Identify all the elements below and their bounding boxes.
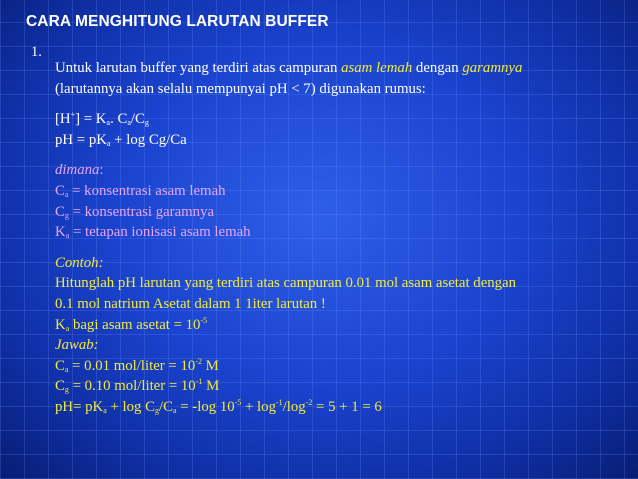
highlight-asam-lemah: asam lemah [341, 60, 413, 76]
slide-title: CARA MENGHITUNG LARUTAN BUFFER [26, 13, 329, 30]
contoh-question-2: 0.1 mol natrium Asetat dalam 1 1iter larutan ! [55, 295, 326, 312]
highlight-garamnya: garamnya [462, 60, 523, 76]
intro-line-1: Untuk larutan buffer yang terdiri atas campuran asam lemah dengan garamnya [55, 60, 523, 76]
jawab-ph: $pH= pK_a + \log C_g/C_a = -\log$ $10^{-5} + \log^{-1}/\log^{-2} = 5 + 1 = 6$ [55, 397, 382, 415]
jawab-ca: $C_a = 0.01$ mol/liter = $10^{-2}$ M [55, 356, 219, 374]
definition-ka: $K_a$ = tetapan ionisasi asam lemah [55, 224, 251, 241]
formula-h-plus: $[H^+] = K_a$. $C_a/C_g$ [55, 110, 149, 128]
definition-cg: $C_g$ = konsentrasi garamnya [55, 203, 215, 220]
contoh-ka-value: $K_a$ bagi asam asetat = $10^{-5}$ [55, 315, 208, 333]
jawab-cg: $C_g = 0.10$ mol/liter = $10^{-1}$ M [55, 377, 220, 395]
jawab-label: Jawab: [55, 337, 99, 354]
formula-ph: pH = $pK_a + \log Cg/Ca$ [55, 131, 187, 148]
list-number: 1. [31, 44, 42, 60]
intro-line-2: (larutannya akan selalu mempunyai pH < 7) digunakan rumus: [55, 80, 426, 97]
contoh-label: Contoh: [55, 254, 104, 271]
contoh-question-1: Hitunglah pH larutan yang terdiri atas campuran 0.01 mol asam asetat dengan [55, 275, 517, 292]
dimana-label: dimana: [55, 162, 104, 179]
slide-body [55, 58, 630, 418]
definition-ca: $C_a$ = konsentrasi asam lemah [55, 182, 226, 199]
